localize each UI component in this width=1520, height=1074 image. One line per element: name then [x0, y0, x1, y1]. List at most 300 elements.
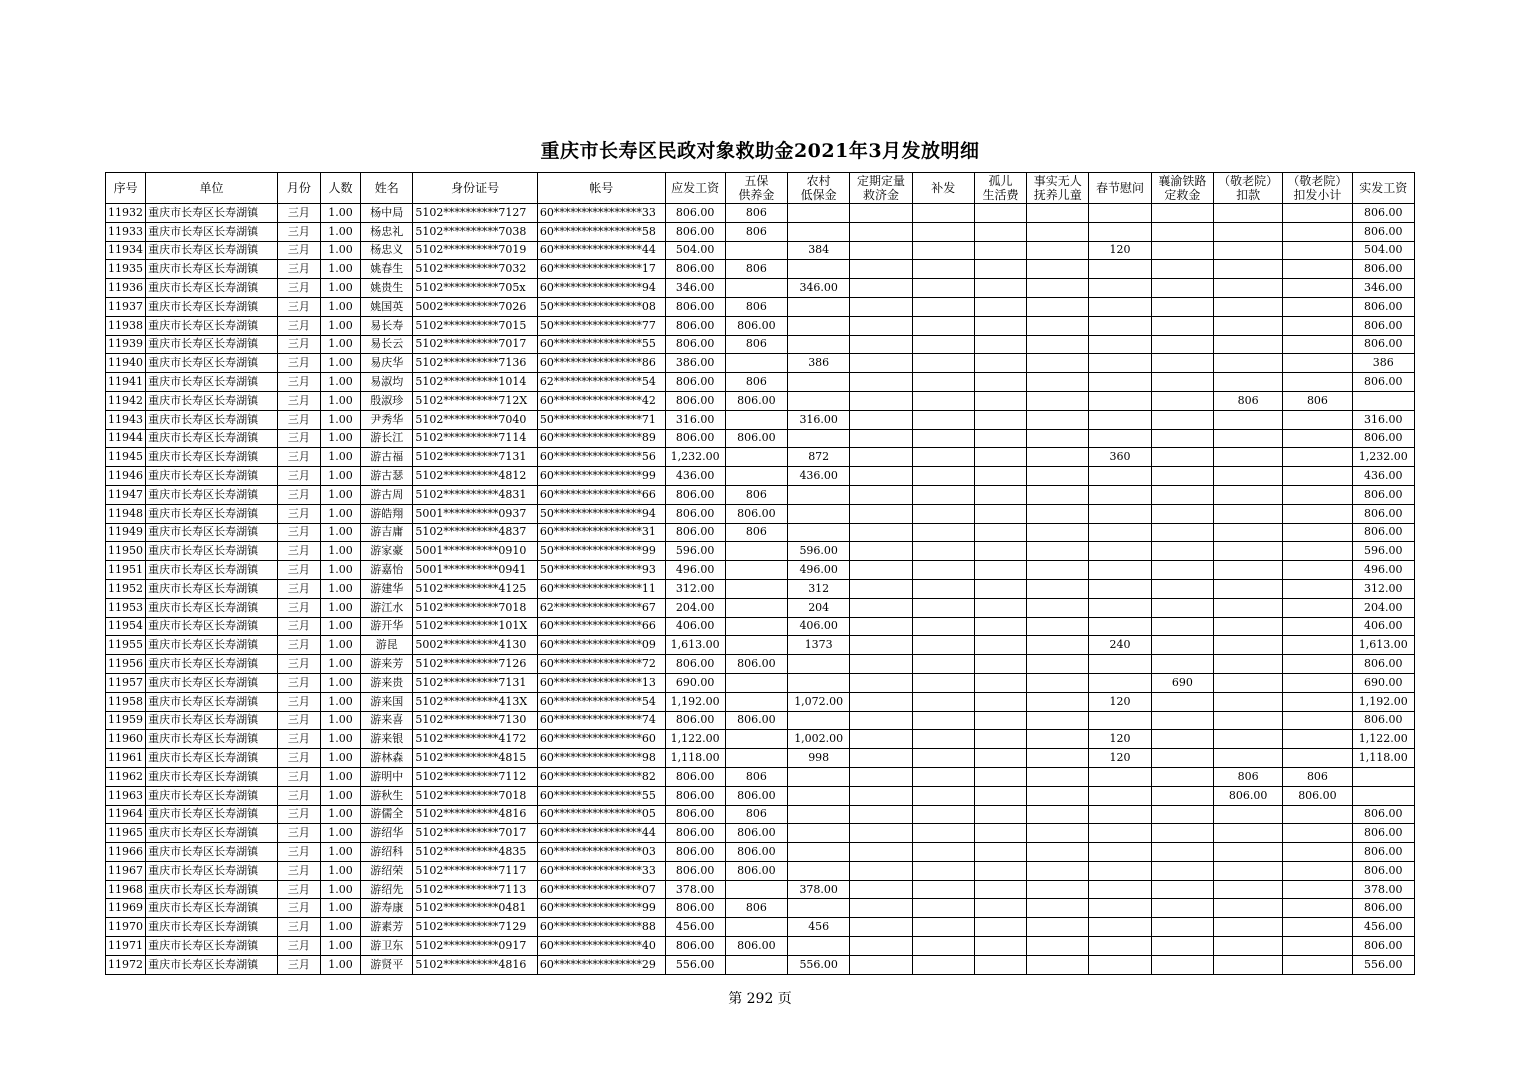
id-number-cell: 5102**********1014 — [413, 373, 538, 392]
id-number-cell: 5102**********4812 — [413, 467, 538, 486]
dibao-cell: 1,072.00 — [788, 692, 850, 711]
account-cell: 60****************33 — [537, 861, 665, 880]
unit-cell: 重庆市长寿区长寿湖镇 — [146, 485, 278, 504]
id-number-cell: 5102**********7112 — [413, 767, 538, 786]
regular-relief-cell — [850, 222, 912, 241]
count-cell: 1.00 — [320, 448, 360, 467]
table-row — [106, 410, 1415, 429]
serial-cell: 11938 — [106, 316, 146, 335]
back-pay-cell — [912, 655, 974, 674]
serial-cell: 11952 — [106, 579, 146, 598]
name-cell: 游开华 — [361, 617, 413, 636]
orphan-cell — [974, 204, 1026, 223]
serial-cell: 11932 — [106, 204, 146, 223]
railway-relief-cell — [1151, 523, 1213, 542]
account-cell: 60****************44 — [537, 824, 665, 843]
month-cell: 三月 — [277, 598, 320, 617]
table-row — [106, 899, 1415, 918]
table-row — [106, 824, 1415, 843]
month-cell: 三月 — [277, 843, 320, 862]
orphan-cell — [974, 241, 1026, 260]
deduction-cell — [1213, 335, 1282, 354]
id-number-cell: 5102**********7019 — [413, 241, 538, 260]
back-pay-cell — [912, 617, 974, 636]
table-row — [106, 711, 1415, 730]
orphan-cell — [974, 448, 1026, 467]
orphan-cell — [974, 918, 1026, 937]
unsupported-child-cell — [1027, 899, 1089, 918]
actual-pay-cell: 806.00 — [1352, 222, 1414, 241]
festival-cell — [1089, 467, 1151, 486]
railway-relief-cell — [1151, 767, 1213, 786]
payable-cell: 806.00 — [665, 824, 725, 843]
festival-cell — [1089, 805, 1151, 824]
regular-relief-cell — [850, 429, 912, 448]
unsupported-child-cell — [1027, 354, 1089, 373]
serial-cell: 11944 — [106, 429, 146, 448]
railway-relief-cell — [1151, 260, 1213, 279]
serial-cell: 11946 — [106, 467, 146, 486]
unit-cell: 重庆市长寿区长寿湖镇 — [146, 335, 278, 354]
regular-relief-cell — [850, 448, 912, 467]
deduction-subtotal-cell — [1283, 711, 1352, 730]
back-pay-cell — [912, 730, 974, 749]
serial-cell: 11970 — [106, 918, 146, 937]
dibao-cell — [788, 222, 850, 241]
month-cell: 三月 — [277, 824, 320, 843]
unsupported-child-cell — [1027, 655, 1089, 674]
actual-pay-cell — [1352, 767, 1414, 786]
wubao-cell: 806.00 — [725, 655, 787, 674]
festival-cell — [1089, 316, 1151, 335]
serial-cell: 11972 — [106, 955, 146, 974]
month-cell: 三月 — [277, 692, 320, 711]
account-cell: 60****************31 — [537, 523, 665, 542]
regular-relief-cell — [850, 523, 912, 542]
back-pay-cell — [912, 561, 974, 580]
unit-cell: 重庆市长寿区长寿湖镇 — [146, 749, 278, 768]
deduction-subtotal-cell — [1283, 655, 1352, 674]
regular-relief-cell — [850, 335, 912, 354]
column-header: （敬老院） 扣款 — [1213, 173, 1282, 204]
table-row — [106, 786, 1415, 805]
id-number-cell: 5102**********7017 — [413, 824, 538, 843]
name-cell: 游贤平 — [361, 955, 413, 974]
unit-cell: 重庆市长寿区长寿湖镇 — [146, 260, 278, 279]
month-cell: 三月 — [277, 955, 320, 974]
name-cell: 游寿康 — [361, 899, 413, 918]
serial-cell: 11957 — [106, 673, 146, 692]
dibao-cell: 384 — [788, 241, 850, 260]
dibao-cell — [788, 485, 850, 504]
actual-pay-cell: 806.00 — [1352, 937, 1414, 956]
account-cell: 60****************86 — [537, 354, 665, 373]
deduction-cell — [1213, 523, 1282, 542]
table-row — [106, 843, 1415, 862]
month-cell: 三月 — [277, 204, 320, 223]
name-cell: 游吉庸 — [361, 523, 413, 542]
unit-cell: 重庆市长寿区长寿湖镇 — [146, 692, 278, 711]
id-number-cell: 5102**********712X — [413, 391, 538, 410]
table-row — [106, 373, 1415, 392]
count-cell: 1.00 — [320, 204, 360, 223]
back-pay-cell — [912, 880, 974, 899]
deduction-subtotal-cell — [1283, 448, 1352, 467]
dibao-cell — [788, 786, 850, 805]
railway-relief-cell — [1151, 918, 1213, 937]
festival-cell — [1089, 260, 1151, 279]
dibao-cell: 1373 — [788, 636, 850, 655]
railway-relief-cell — [1151, 222, 1213, 241]
account-cell: 60****************42 — [537, 391, 665, 410]
festival-cell — [1089, 786, 1151, 805]
unsupported-child-cell — [1027, 579, 1089, 598]
deduction-subtotal-cell — [1283, 579, 1352, 598]
deduction-subtotal-cell — [1283, 373, 1352, 392]
back-pay-cell — [912, 279, 974, 298]
unsupported-child-cell — [1027, 429, 1089, 448]
serial-cell: 11947 — [106, 485, 146, 504]
deduction-cell — [1213, 730, 1282, 749]
payable-cell: 806.00 — [665, 485, 725, 504]
unsupported-child-cell — [1027, 786, 1089, 805]
unit-cell: 重庆市长寿区长寿湖镇 — [146, 542, 278, 561]
actual-pay-cell: 806.00 — [1352, 504, 1414, 523]
regular-relief-cell — [850, 391, 912, 410]
orphan-cell — [974, 260, 1026, 279]
festival-cell — [1089, 354, 1151, 373]
serial-cell: 11943 — [106, 410, 146, 429]
column-header: 五保 供养金 — [725, 173, 787, 204]
back-pay-cell — [912, 260, 974, 279]
name-cell: 游素芳 — [361, 918, 413, 937]
payable-cell: 504.00 — [665, 241, 725, 260]
payable-cell: 806.00 — [665, 260, 725, 279]
railway-relief-cell — [1151, 786, 1213, 805]
unit-cell: 重庆市长寿区长寿湖镇 — [146, 955, 278, 974]
regular-relief-cell — [850, 918, 912, 937]
festival-cell: 120 — [1089, 241, 1151, 260]
wubao-cell: 806 — [725, 373, 787, 392]
dibao-cell: 496.00 — [788, 561, 850, 580]
orphan-cell — [974, 335, 1026, 354]
table-row — [106, 636, 1415, 655]
serial-cell: 11969 — [106, 899, 146, 918]
actual-pay-cell: 806.00 — [1352, 335, 1414, 354]
regular-relief-cell — [850, 955, 912, 974]
festival-cell — [1089, 373, 1151, 392]
serial-cell: 11966 — [106, 843, 146, 862]
payable-cell: 806.00 — [665, 843, 725, 862]
table-row — [106, 542, 1415, 561]
serial-cell: 11954 — [106, 617, 146, 636]
count-cell: 1.00 — [320, 899, 360, 918]
railway-relief-cell: 690 — [1151, 673, 1213, 692]
payable-cell: 1,613.00 — [665, 636, 725, 655]
regular-relief-cell — [850, 786, 912, 805]
festival-cell — [1089, 542, 1151, 561]
serial-cell: 11964 — [106, 805, 146, 824]
account-cell: 60****************09 — [537, 636, 665, 655]
payable-cell: 556.00 — [665, 955, 725, 974]
month-cell: 三月 — [277, 561, 320, 580]
unit-cell: 重庆市长寿区长寿湖镇 — [146, 523, 278, 542]
column-header: 人数 — [320, 173, 360, 204]
unsupported-child-cell — [1027, 335, 1089, 354]
deduction-subtotal-cell: 806 — [1283, 767, 1352, 786]
payable-cell: 806.00 — [665, 711, 725, 730]
deduction-cell — [1213, 204, 1282, 223]
month-cell: 三月 — [277, 786, 320, 805]
actual-pay-cell: 806.00 — [1352, 861, 1414, 880]
wubao-cell — [725, 749, 787, 768]
regular-relief-cell — [850, 561, 912, 580]
festival-cell: 120 — [1089, 749, 1151, 768]
table-row — [106, 561, 1415, 580]
unsupported-child-cell — [1027, 561, 1089, 580]
count-cell: 1.00 — [320, 316, 360, 335]
id-number-cell: 5102**********7018 — [413, 786, 538, 805]
actual-pay-cell: 806.00 — [1352, 204, 1414, 223]
deduction-cell — [1213, 467, 1282, 486]
festival-cell — [1089, 561, 1151, 580]
wubao-cell — [725, 579, 787, 598]
account-cell: 60****************05 — [537, 805, 665, 824]
id-number-cell: 5102**********7040 — [413, 410, 538, 429]
back-pay-cell — [912, 786, 974, 805]
back-pay-cell — [912, 429, 974, 448]
column-header: 孤儿 生活费 — [974, 173, 1026, 204]
table-row — [106, 204, 1415, 223]
wubao-cell: 806 — [725, 523, 787, 542]
count-cell: 1.00 — [320, 297, 360, 316]
actual-pay-cell: 346.00 — [1352, 279, 1414, 298]
count-cell: 1.00 — [320, 955, 360, 974]
account-cell: 60****************66 — [537, 617, 665, 636]
count-cell: 1.00 — [320, 730, 360, 749]
deduction-subtotal-cell: 806 — [1283, 391, 1352, 410]
orphan-cell — [974, 279, 1026, 298]
back-pay-cell — [912, 937, 974, 956]
actual-pay-cell: 596.00 — [1352, 542, 1414, 561]
deduction-subtotal-cell — [1283, 504, 1352, 523]
dibao-cell — [788, 504, 850, 523]
deduction-cell — [1213, 260, 1282, 279]
actual-pay-cell: 204.00 — [1352, 598, 1414, 617]
count-cell: 1.00 — [320, 335, 360, 354]
unit-cell: 重庆市长寿区长寿湖镇 — [146, 561, 278, 580]
count-cell: 1.00 — [320, 579, 360, 598]
payable-cell: 316.00 — [665, 410, 725, 429]
orphan-cell — [974, 354, 1026, 373]
deduction-cell — [1213, 241, 1282, 260]
wubao-cell: 806.00 — [725, 861, 787, 880]
dibao-cell — [788, 297, 850, 316]
payable-cell: 806.00 — [665, 767, 725, 786]
id-number-cell: 5102**********0917 — [413, 937, 538, 956]
railway-relief-cell — [1151, 636, 1213, 655]
account-cell: 60****************33 — [537, 204, 665, 223]
orphan-cell — [974, 786, 1026, 805]
id-number-cell: 5102**********4172 — [413, 730, 538, 749]
unsupported-child-cell — [1027, 260, 1089, 279]
month-cell: 三月 — [277, 222, 320, 241]
regular-relief-cell — [850, 749, 912, 768]
dibao-cell — [788, 824, 850, 843]
unsupported-child-cell — [1027, 316, 1089, 335]
actual-pay-cell: 378.00 — [1352, 880, 1414, 899]
payable-cell: 806.00 — [665, 204, 725, 223]
wubao-cell — [725, 448, 787, 467]
back-pay-cell — [912, 955, 974, 974]
payable-cell: 346.00 — [665, 279, 725, 298]
orphan-cell — [974, 805, 1026, 824]
serial-cell: 11959 — [106, 711, 146, 730]
deduction-subtotal-cell — [1283, 467, 1352, 486]
unit-cell: 重庆市长寿区长寿湖镇 — [146, 899, 278, 918]
orphan-cell — [974, 561, 1026, 580]
id-number-cell: 5102**********7017 — [413, 335, 538, 354]
account-cell: 50****************08 — [537, 297, 665, 316]
month-cell: 三月 — [277, 918, 320, 937]
unit-cell: 重庆市长寿区长寿湖镇 — [146, 429, 278, 448]
back-pay-cell — [912, 673, 974, 692]
count-cell: 1.00 — [320, 843, 360, 862]
count-cell: 1.00 — [320, 824, 360, 843]
table-row — [106, 335, 1415, 354]
table-body — [106, 204, 1415, 975]
count-cell: 1.00 — [320, 767, 360, 786]
actual-pay-cell: 806.00 — [1352, 373, 1414, 392]
deduction-subtotal-cell — [1283, 636, 1352, 655]
railway-relief-cell — [1151, 824, 1213, 843]
dibao-cell: 204 — [788, 598, 850, 617]
name-cell: 姚贵生 — [361, 279, 413, 298]
festival-cell — [1089, 880, 1151, 899]
orphan-cell — [974, 692, 1026, 711]
wubao-cell — [725, 955, 787, 974]
festival-cell — [1089, 937, 1151, 956]
name-cell: 游家豪 — [361, 542, 413, 561]
deduction-cell — [1213, 692, 1282, 711]
column-header: 实发工资 — [1352, 173, 1414, 204]
name-cell: 游儒全 — [361, 805, 413, 824]
name-cell: 游来芳 — [361, 655, 413, 674]
actual-pay-cell: 806.00 — [1352, 523, 1414, 542]
deduction-subtotal-cell — [1283, 260, 1352, 279]
wubao-cell: 806.00 — [725, 711, 787, 730]
orphan-cell — [974, 429, 1026, 448]
payable-cell: 378.00 — [665, 880, 725, 899]
deduction-cell — [1213, 222, 1282, 241]
account-cell: 60****************74 — [537, 711, 665, 730]
account-cell: 60****************82 — [537, 767, 665, 786]
month-cell: 三月 — [277, 880, 320, 899]
unit-cell: 重庆市长寿区长寿湖镇 — [146, 354, 278, 373]
dibao-cell — [788, 673, 850, 692]
name-cell: 游绍荣 — [361, 861, 413, 880]
id-number-cell: 5102**********7131 — [413, 448, 538, 467]
count-cell: 1.00 — [320, 485, 360, 504]
column-header: 应发工资 — [665, 173, 725, 204]
dibao-cell — [788, 861, 850, 880]
unit-cell: 重庆市长寿区长寿湖镇 — [146, 467, 278, 486]
orphan-cell — [974, 955, 1026, 974]
name-cell: 游来贵 — [361, 673, 413, 692]
deduction-cell — [1213, 598, 1282, 617]
id-number-cell: 5102**********7127 — [413, 204, 538, 223]
wubao-cell — [725, 561, 787, 580]
regular-relief-cell — [850, 316, 912, 335]
payable-cell: 806.00 — [665, 504, 725, 523]
regular-relief-cell — [850, 279, 912, 298]
count-cell: 1.00 — [320, 861, 360, 880]
account-cell: 60****************07 — [537, 880, 665, 899]
railway-relief-cell — [1151, 937, 1213, 956]
regular-relief-cell — [850, 467, 912, 486]
back-pay-cell — [912, 467, 974, 486]
actual-pay-cell: 806.00 — [1352, 843, 1414, 862]
month-cell: 三月 — [277, 391, 320, 410]
dibao-cell: 346.00 — [788, 279, 850, 298]
deduction-subtotal-cell — [1283, 561, 1352, 580]
railway-relief-cell — [1151, 542, 1213, 561]
count-cell: 1.00 — [320, 504, 360, 523]
unit-cell: 重庆市长寿区长寿湖镇 — [146, 222, 278, 241]
name-cell: 游明中 — [361, 767, 413, 786]
wubao-cell: 806 — [725, 335, 787, 354]
unsupported-child-cell — [1027, 523, 1089, 542]
wubao-cell — [725, 241, 787, 260]
wubao-cell — [725, 354, 787, 373]
back-pay-cell — [912, 843, 974, 862]
id-number-cell: 5001**********0937 — [413, 504, 538, 523]
actual-pay-cell: 806.00 — [1352, 485, 1414, 504]
railway-relief-cell — [1151, 899, 1213, 918]
table-row — [106, 692, 1415, 711]
table-row — [106, 504, 1415, 523]
unsupported-child-cell — [1027, 485, 1089, 504]
wubao-cell — [725, 467, 787, 486]
festival-cell — [1089, 335, 1151, 354]
dibao-cell: 998 — [788, 749, 850, 768]
column-header: （敬老院） 扣发小计 — [1283, 173, 1352, 204]
deduction-cell: 806.00 — [1213, 786, 1282, 805]
back-pay-cell — [912, 767, 974, 786]
account-cell: 60****************55 — [537, 786, 665, 805]
railway-relief-cell — [1151, 354, 1213, 373]
account-cell: 60****************56 — [537, 448, 665, 467]
serial-cell: 11965 — [106, 824, 146, 843]
unsupported-child-cell — [1027, 749, 1089, 768]
festival-cell — [1089, 598, 1151, 617]
account-cell: 60****************98 — [537, 749, 665, 768]
name-cell: 游建华 — [361, 579, 413, 598]
table-row — [106, 955, 1415, 974]
table-row — [106, 467, 1415, 486]
unit-cell: 重庆市长寿区长寿湖镇 — [146, 598, 278, 617]
railway-relief-cell — [1151, 617, 1213, 636]
railway-relief-cell — [1151, 843, 1213, 862]
table-row — [106, 316, 1415, 335]
account-cell: 60****************72 — [537, 655, 665, 674]
deduction-cell — [1213, 448, 1282, 467]
payable-cell: 806.00 — [665, 523, 725, 542]
table-row — [106, 749, 1415, 768]
account-cell: 60****************99 — [537, 467, 665, 486]
orphan-cell — [974, 899, 1026, 918]
railway-relief-cell — [1151, 598, 1213, 617]
